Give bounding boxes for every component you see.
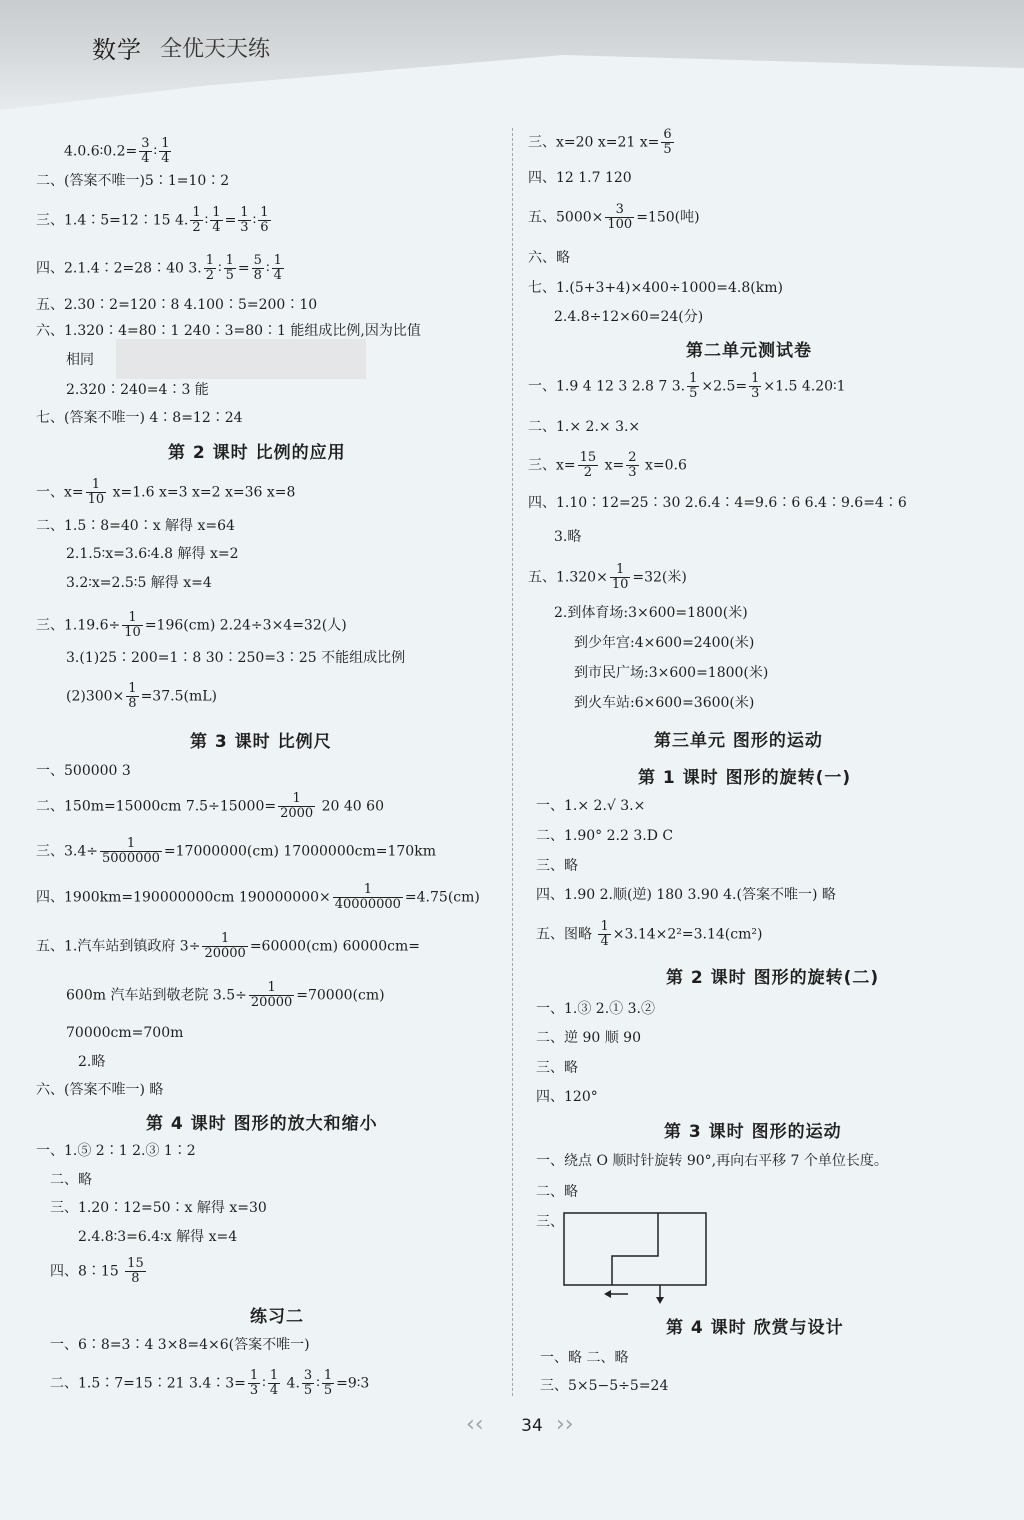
section-heading: 第 2 课时 比例的应用 [168,443,346,463]
answer-line: 二、(答案不唯一)5∶1=10∶2 [36,173,230,189]
answer-line: 二、1.5∶8=40∶x 解得 x=64 [36,518,235,534]
answer-line: 三、5×5−5÷5=24 [540,1378,669,1394]
answer-line: 五、1.320× $\frac{1}{10}$ =32(米) [528,562,687,592]
header-banner [0,0,1024,110]
answer-line: 五、5000× $\frac{3}{100}$ =150(吨) [528,202,700,232]
answer-line: 2.320∶240=4∶3 能 [66,382,209,398]
answer-line: 一、x= $\frac{1}{10}$ x=1.6 x=3 x=2 x=36 x=8 [36,477,296,507]
answer-line: 到市民广场:3×600=1800(米) [574,665,769,681]
answer-line: 五、1.汽车站到镇政府 3÷ $\frac{1}{20000}$ =60000(cm) 60000cm= [36,931,420,961]
answer-line: 三、1.19.6÷ $\frac{1}{10}$ =196(cm) 2.24÷3×4=32(人) [36,610,347,640]
fraction: $\frac{3}{4}$ [141,136,150,166]
answer-line: 3.(1)25∶200=1∶8 30∶250=3∶25 不能组成比例 [66,650,406,666]
answer-line: 三、略 [536,858,578,874]
answer-line: 2.4.8∶3=6.4∶x 解得 x=4 [78,1229,238,1245]
answer-line: (2)300× $\frac{1}{8}$ =37.5(mL) [66,681,217,711]
answer-line: 一、1.⑤ 2∶1 2.③ 1∶2 [36,1143,196,1159]
answer-line: 2.略 [78,1054,106,1070]
series-title: 全优天天练 [160,37,271,62]
answer-line: 三、略 [536,1060,578,1076]
answer-line: 2.1.5∶x=3.6∶4.8 解得 x=2 [66,546,239,562]
chevron-right-icon: ›› [556,1412,574,1437]
answer-line: 相同 [66,352,94,368]
answer-line: 四、1.90 2.顺(逆) 180 3.90 4.(答案不唯一) 略 [536,887,836,903]
answer-line: 3.略 [554,529,582,545]
answer-line: 四、8∶15 $\frac{15}{8}$ [50,1256,144,1286]
section-heading: 第 1 课时 图形的旋转(一) [638,768,852,788]
answer-line: 三、 [536,1214,564,1230]
section-heading: 第三单元 图形的运动 [654,731,823,751]
fraction: $\frac{1}{4}$ [161,136,170,166]
answer-line: 四、1.10∶12=25∶30 2.6.4∶4=9.6∶6 6.4∶9.6=4∶6 [528,495,907,511]
answer-line: 一、绕点 O 顺时针旋转 90°,再向右平移 7 个单位长度。 [536,1153,888,1169]
section-heading: 第 3 课时 比例尺 [190,732,332,752]
answer-line: 到火车站:6×600=3600(米) [574,695,755,711]
answer-line: 一、略 二、略 [540,1350,629,1366]
answer-line: 一、1.③ 2.① 3.② [536,1001,655,1017]
answer-line: 二、略 [50,1172,92,1188]
answer-line: 三、x= $\frac{15}{2}$ x= $\frac{2}{3}$ x=0.6 [528,450,687,480]
answer-line: 三、x=20 x=21 x= $\frac{6}{5}$ [528,127,672,157]
answer-line: 70000cm=700m [66,1025,184,1041]
subject-title: 数学 [92,36,142,64]
answer-line: 一、1.× 2.√ 3.× [536,798,646,814]
answer-line: 三、1.4∶5=12∶15 4. $\frac{1}{2}$ ∶ $\frac{1}{4}$ = $\frac{1}{3}$ ∶ $\frac{1}{6}$ [36,205,269,235]
answer-line: 七、(答案不唯一) 4∶8=12∶24 [36,410,243,426]
answer-line: 一、6∶8=3∶4 3×8=4×6(答案不唯一) [50,1337,310,1353]
section-heading: 第 4 课时 欣赏与设计 [666,1318,844,1338]
answer-line: 一、1.9 4 12 3 2.8 7 3. $\frac{1}{5}$ ×2.5= $\frac{1}{3}$ ×1.5 4.20∶1 [528,371,846,401]
column-divider [512,128,513,1396]
answer-line: 五、图略 $\frac{1}{4}$ ×3.14×2²=3.14(cm²) [536,919,763,949]
answer-line: 一、500000 3 [36,763,131,779]
answer-line: 四、2.1.4∶2=28∶40 3. $\frac{1}{2}$ ∶ $\frac{1}{5}$ = $\frac{5}{8}$ ∶ $\frac{1}{4}$ [36,253,282,283]
answer-line: 六、(答案不唯一) 略 [36,1082,164,1098]
answer-line: 二、略 [536,1184,578,1200]
page-number: 34 [521,1416,543,1436]
answer-line: 3.2∶x=2.5∶5 解得 x=4 [66,575,212,591]
answer-line: 600m 汽车站到敬老院 3.5÷ $\frac{1}{20000}$ =70000(cm) [66,980,385,1010]
answer-line: 四、120° [536,1089,598,1105]
answer-line: 四、1900km=190000000cm 190000000× $\frac{1}{40000000}$ =4.75(cm) [36,882,480,912]
answer-line: 六、略 [528,250,570,266]
answer-line: 2.4.8÷12×60=24(分) [554,309,704,325]
answer-line: 四、12 1.7 120 [528,170,632,186]
answer-line: 二、逆 90 顺 90 [536,1030,641,1046]
answer-line: 2.到体育场:3×600=1800(米) [554,605,748,621]
shape-motion-diagram [560,1208,710,1304]
answer-line: 三、3.4÷ $\frac{1}{5000000}$ =17000000(cm) 17000000cm=170km [36,836,436,866]
answer-line: 到少年宫:4×600=2400(米) [574,635,755,651]
answer-line: 二、1.90° 2.2 3.D C [536,828,674,844]
answer-line: 七、1.(5+3+4)×400÷1000=4.8(km) [528,280,783,296]
section-heading: 第 4 课时 图形的放大和缩小 [146,1114,378,1134]
answer-line: 三、1.20∶12=50∶x 解得 x=30 [50,1200,267,1216]
section-heading: 练习二 [250,1307,304,1327]
section-heading: 第 3 课时 图形的运动 [664,1122,842,1142]
answer-line: 五、2.30∶2=120∶8 4.100∶5=200∶10 [36,297,318,313]
answer-line: 二、1.5∶7=15∶21 3.4∶3= $\frac{1}{3}$ ∶ $\frac{1}{4}$ 4. $\frac{3}{5}$ ∶ $\frac{1}{5}$ =9∶3 [50,1368,370,1398]
chevron-left-icon: ‹‹ [466,1412,484,1437]
answer-line: 二、1.× 2.× 3.× [528,419,641,435]
redaction-block [116,339,366,379]
answer-line: 4.0.6∶0.2= $\frac{3}{4}$ ∶ $\frac{1}{4}$ [64,136,170,166]
section-heading: 第 2 课时 图形的旋转(二) [666,968,880,988]
answer-line: 六、1.320∶4=80∶1 240∶3=80∶1 能组成比例,因为比值 [36,323,421,339]
section-heading: 第二单元测试卷 [686,341,812,361]
answer-line: 二、150m=15000cm 7.5÷15000= $\frac{1}{2000}$ 20 40 60 [36,791,384,821]
